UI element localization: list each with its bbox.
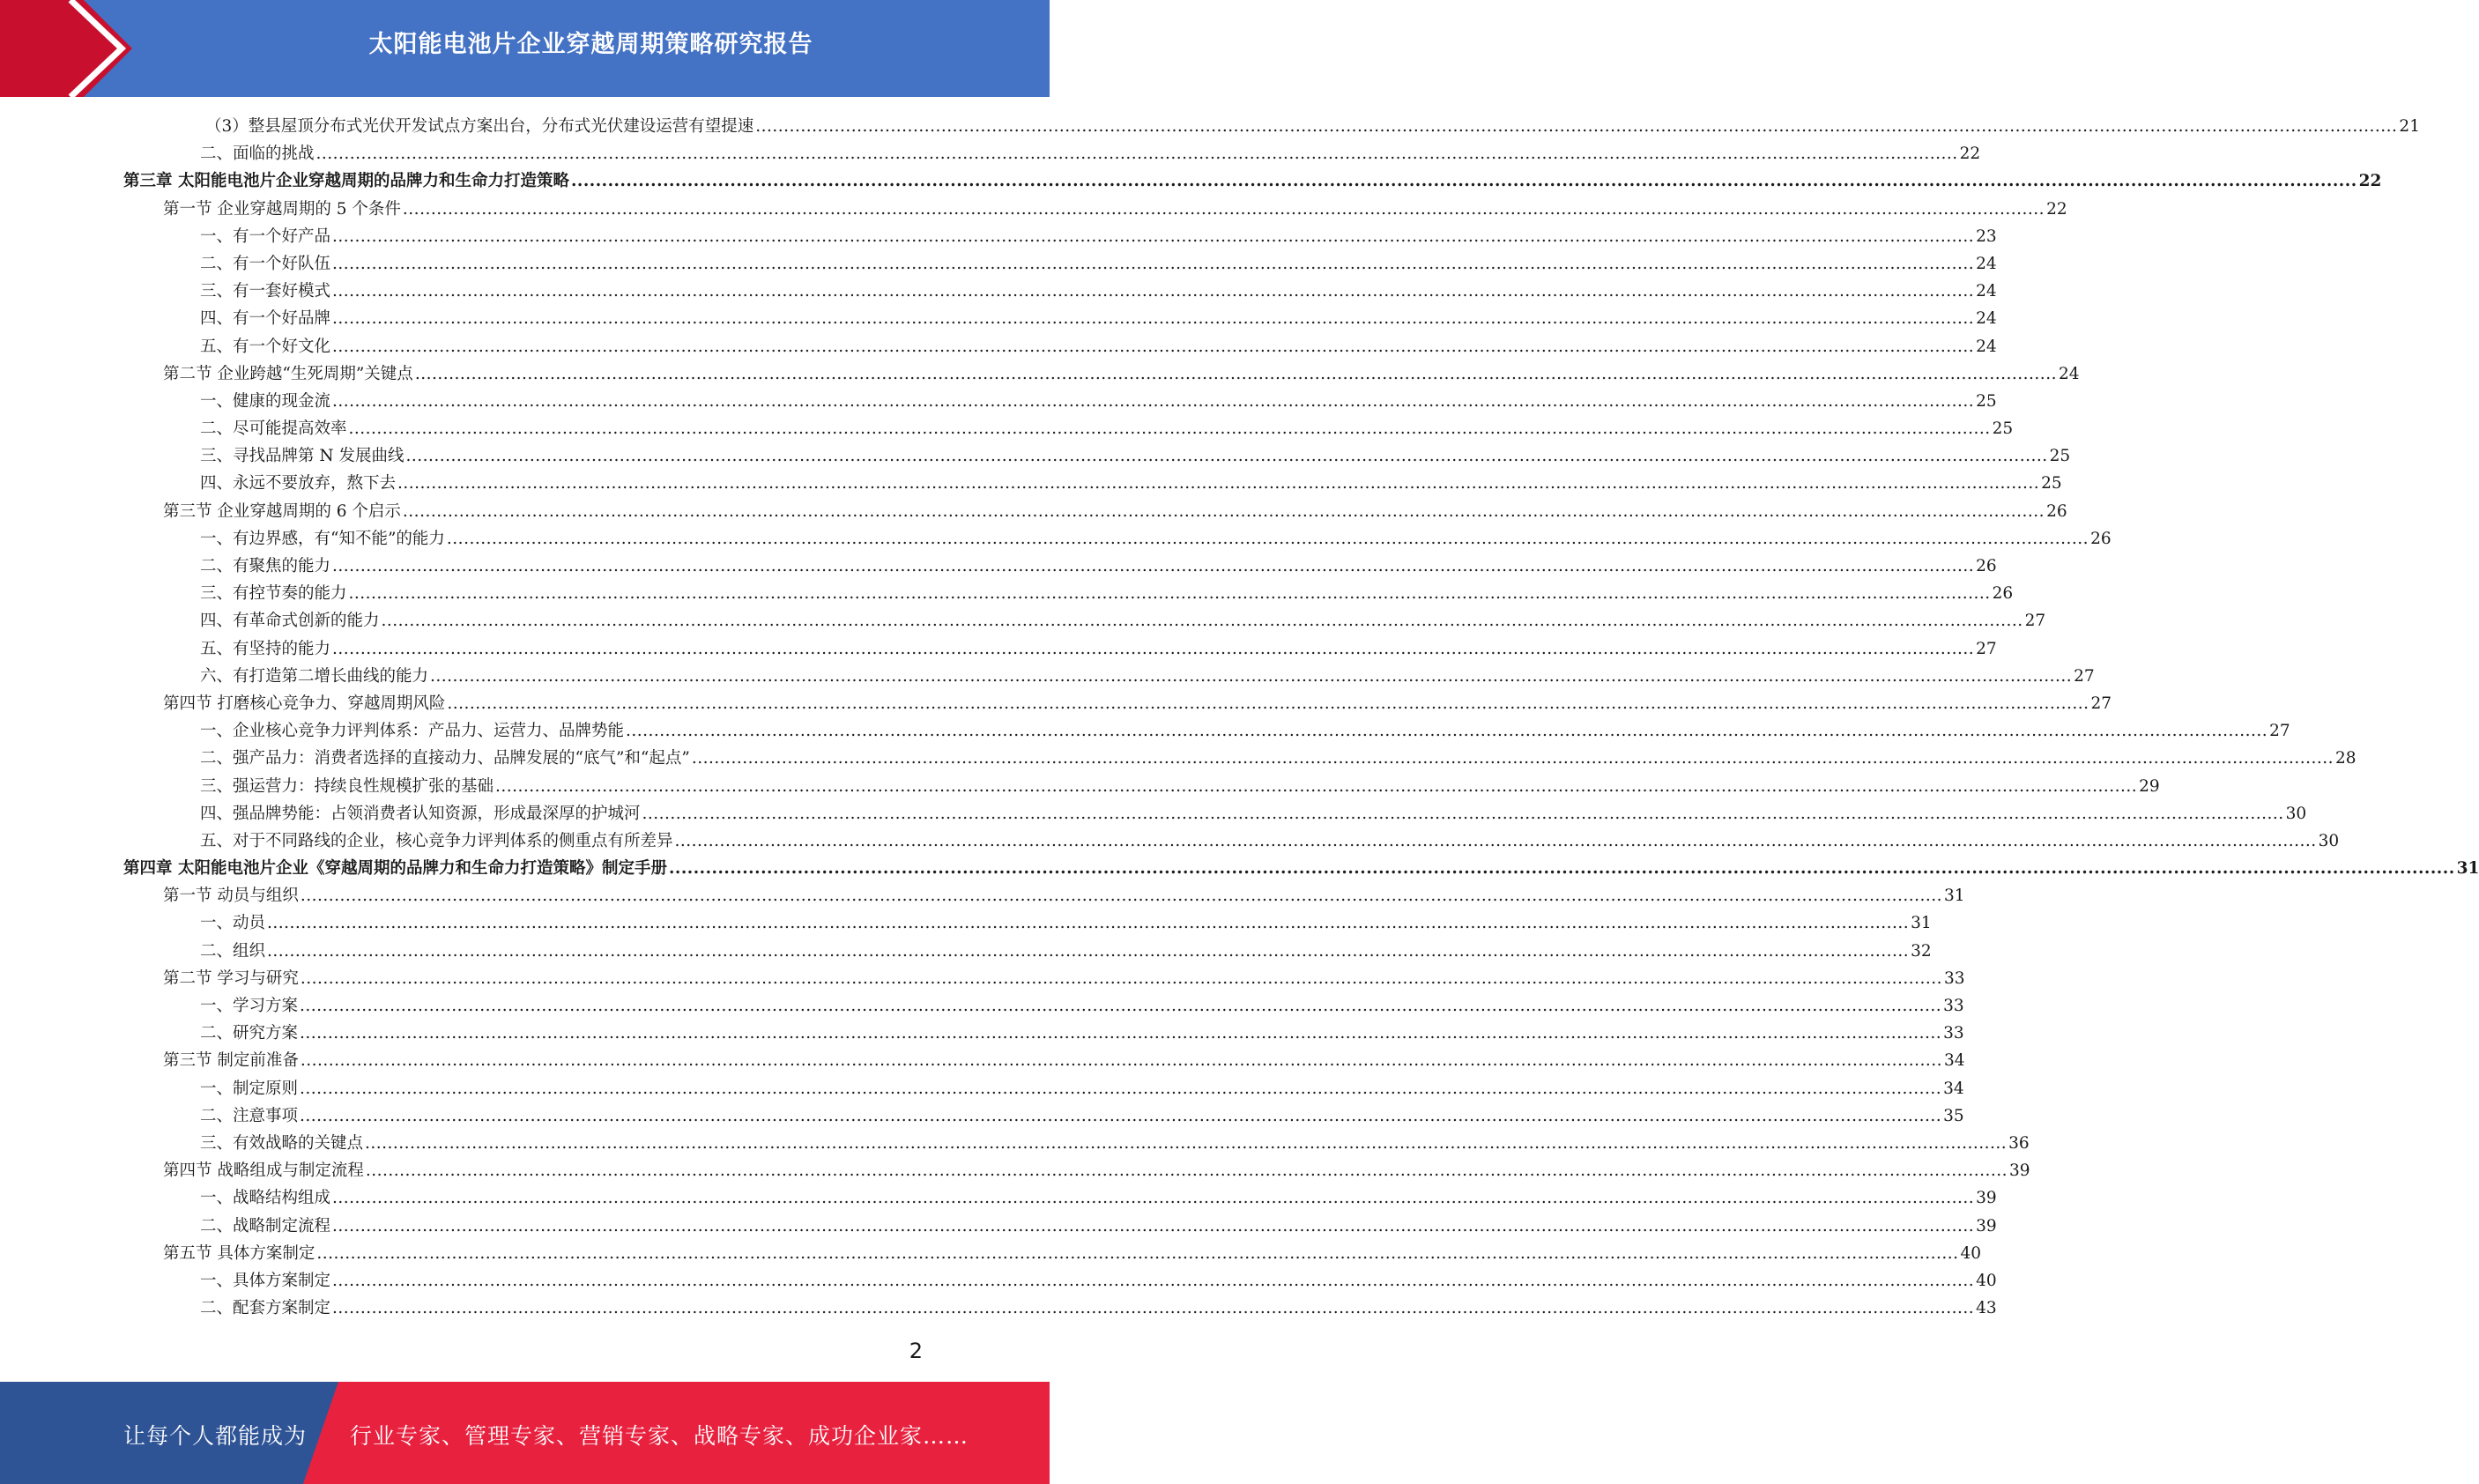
toc-entry-label: 三、有一套好模式 bbox=[200, 282, 331, 301]
toc-entry-label: 三、强运营力：持续良性规模扩张的基础 bbox=[200, 776, 494, 796]
toc-entry-label: 一、战略结构组成 bbox=[200, 1189, 331, 1208]
toc-entry[interactable] bbox=[123, 250, 1997, 278]
toc-entry-page: 26 bbox=[2046, 501, 2067, 521]
toc-entry-label: 第二节 企业跨越“生死周期”关键点 bbox=[163, 364, 413, 383]
toc-dot-leader bbox=[447, 690, 2089, 717]
toc-dot-leader bbox=[366, 1157, 2008, 1184]
toc-entry-page: 22 bbox=[1959, 145, 1981, 164]
toc-entry[interactable] bbox=[123, 498, 2067, 525]
toc-entry-label: 一、健康的现金流 bbox=[200, 391, 331, 411]
toc-entry-label: 二、组织 bbox=[200, 941, 266, 961]
toc-entry[interactable] bbox=[123, 635, 1997, 663]
toc-entry-page: 34 bbox=[1943, 1079, 1964, 1098]
toc-entry-label: 二、尽可能提高效率 bbox=[200, 419, 347, 439]
toc-entry-page: 34 bbox=[1944, 1051, 1965, 1071]
toc-dot-leader bbox=[495, 773, 2137, 800]
toc-entry-page: 28 bbox=[2334, 749, 2357, 768]
report-title: 太阳能电池片企业穿越周期策略研究报告 bbox=[368, 31, 813, 58]
toc-entry-label: 一、学习方案 bbox=[200, 997, 299, 1015]
toc-entry-page: 25 bbox=[2041, 474, 2062, 493]
toc-entry-page: 27 bbox=[2269, 722, 2290, 741]
toc-entry-label: 二、有聚焦的能力 bbox=[200, 557, 331, 575]
toc-dot-leader bbox=[397, 470, 2039, 497]
toc-entry-label: 三、有效战略的关键点 bbox=[200, 1133, 364, 1153]
toc-entry-page: 27 bbox=[1976, 639, 1997, 658]
toc-entry-label: 六、有打造第二增长曲线的能力 bbox=[200, 666, 429, 686]
toc-dot-leader bbox=[332, 278, 1974, 305]
toc-entry[interactable] bbox=[123, 1130, 2030, 1157]
toc-entry-page: 25 bbox=[1976, 391, 1997, 411]
toc-entry-label: 五、有一个好文化 bbox=[200, 337, 331, 356]
toc-entry[interactable] bbox=[123, 223, 1997, 250]
toc-entry[interactable] bbox=[123, 1047, 1965, 1074]
toc-entry[interactable] bbox=[123, 442, 2071, 470]
toc-entry[interactable] bbox=[123, 938, 1932, 965]
toc-entry-page: 31 bbox=[1944, 887, 1965, 906]
toc-entry-page: 36 bbox=[2008, 1133, 2030, 1153]
toc-entry[interactable] bbox=[123, 278, 1997, 305]
toc-entry[interactable] bbox=[123, 415, 2014, 442]
toc-entry[interactable] bbox=[123, 1240, 1982, 1267]
toc-dot-leader bbox=[626, 717, 2267, 745]
toc-entry[interactable] bbox=[123, 663, 2095, 690]
toc-entry-label: 三、有控节奏的能力 bbox=[200, 584, 347, 604]
toc-entry-label: 四、永远不要放弃，熬下去 bbox=[200, 474, 397, 493]
toc-entry-label: 第五节 具体方案制定 bbox=[163, 1243, 315, 1263]
toc-entry-page: 24 bbox=[2058, 364, 2080, 383]
toc-dot-leader bbox=[267, 909, 1909, 937]
toc-entry-page: 25 bbox=[1992, 419, 2014, 439]
toc-entry[interactable] bbox=[123, 305, 1997, 332]
toc-entry-label: 二、有一个好队伍 bbox=[200, 254, 331, 273]
toc-entry-page: 30 bbox=[2318, 831, 2340, 850]
toc-dot-leader bbox=[332, 333, 1974, 360]
toc-entry-page: 33 bbox=[1943, 1024, 1964, 1043]
toc-entry-page: 40 bbox=[1960, 1243, 1982, 1263]
toc-entry-page: 22 bbox=[2358, 172, 2382, 191]
toc-entry-label: 第四章 太阳能电池片企业《穿越周期的品牌力和生命力打造策略》制定手册 bbox=[123, 859, 667, 879]
header-chevron-decoration bbox=[0, 0, 141, 97]
table-of-contents bbox=[123, 113, 2479, 1322]
toc-dot-leader bbox=[332, 553, 1974, 580]
toc-dot-leader bbox=[415, 360, 2057, 388]
toc-dot-leader bbox=[300, 1020, 1941, 1047]
toc-dot-leader bbox=[316, 140, 1958, 167]
toc-entry-page: 22 bbox=[2046, 199, 2067, 219]
toc-entry-page: 27 bbox=[2090, 694, 2112, 713]
toc-entry-page: 33 bbox=[1944, 968, 1965, 988]
toc-dot-leader bbox=[692, 745, 2334, 772]
toc-entry[interactable] bbox=[123, 1102, 1964, 1130]
toc-dot-leader bbox=[405, 442, 2047, 470]
toc-entry[interactable] bbox=[123, 196, 2067, 223]
toc-entry-label: 一、有边界感，有“知不能”的能力 bbox=[200, 529, 445, 548]
toc-entry-page: 43 bbox=[1976, 1299, 1997, 1318]
toc-entry-label: 四、有一个好品牌 bbox=[200, 309, 331, 329]
toc-entry-label: 二、注意事项 bbox=[200, 1106, 299, 1125]
toc-entry-label: 第四节 打磨核心竞争力、穿越周期风险 bbox=[163, 694, 446, 713]
toc-entry[interactable] bbox=[123, 992, 1964, 1020]
toc-entry-label: 四、强品牌势能：占领消费者认知资源，形成最深厚的护城河 bbox=[200, 804, 641, 823]
toc-entry[interactable] bbox=[123, 360, 2080, 388]
toc-dot-leader bbox=[301, 1047, 1942, 1074]
toc-entry[interactable] bbox=[123, 1020, 1964, 1047]
toc-dot-leader bbox=[755, 113, 2397, 140]
page-header bbox=[0, 0, 1050, 97]
toc-dot-leader bbox=[349, 415, 1991, 442]
toc-dot-leader bbox=[447, 525, 2089, 553]
toc-entry-page: 25 bbox=[2049, 447, 2071, 466]
footer-slogan-left: 让每个人都能成为 bbox=[123, 1423, 308, 1449]
toc-entry-label: 第二节 学习与研究 bbox=[163, 968, 299, 988]
toc-entry[interactable] bbox=[123, 800, 2307, 827]
toc-entry[interactable] bbox=[123, 140, 1981, 167]
toc-entry-label: 二、研究方案 bbox=[200, 1024, 299, 1043]
toc-entry-label: 一、制定原则 bbox=[200, 1079, 299, 1098]
toc-dot-leader bbox=[316, 1240, 1958, 1267]
toc-dot-leader bbox=[300, 1075, 1941, 1102]
toc-entry-label: 第四节 战略组成与制定流程 bbox=[163, 1161, 364, 1181]
toc-dot-leader bbox=[349, 580, 1991, 607]
toc-dot-leader bbox=[332, 250, 1974, 278]
toc-entry[interactable] bbox=[123, 525, 2112, 553]
toc-dot-leader bbox=[332, 223, 1974, 250]
toc-entry-page: 39 bbox=[1976, 1189, 1997, 1208]
footer-slogan-right: 行业专家、管理专家、营销专家、战略专家、成功企业家…… bbox=[350, 1423, 969, 1449]
toc-entry-page: 39 bbox=[1976, 1216, 1997, 1235]
toc-dot-leader bbox=[267, 938, 1909, 965]
toc-entry[interactable] bbox=[123, 113, 2420, 140]
toc-entry[interactable] bbox=[123, 827, 2340, 855]
toc-entry-label: 一、具体方案制定 bbox=[200, 1271, 331, 1290]
toc-dot-leader bbox=[300, 1102, 1941, 1130]
toc-entry[interactable] bbox=[123, 965, 1965, 992]
toc-entry[interactable] bbox=[123, 1184, 1997, 1212]
toc-dot-leader bbox=[669, 855, 2455, 882]
toc-dot-leader bbox=[301, 882, 1942, 909]
toc-entry[interactable] bbox=[123, 388, 1997, 415]
toc-entry[interactable] bbox=[123, 1295, 1997, 1322]
toc-entry[interactable] bbox=[123, 470, 2062, 497]
toc-dot-leader bbox=[332, 635, 1974, 663]
toc-entry[interactable] bbox=[123, 1213, 1997, 1240]
toc-entry-page: 27 bbox=[2074, 666, 2095, 686]
toc-entry[interactable] bbox=[123, 773, 2160, 800]
toc-entry[interactable] bbox=[123, 1075, 1964, 1102]
toc-entry-page: 40 bbox=[1976, 1271, 1997, 1290]
toc-entry-page: 27 bbox=[2024, 612, 2046, 631]
toc-entry-label: 一、企业核心竞争力评判体系：产品力、运营力、品牌势能 bbox=[200, 722, 625, 741]
toc-entry[interactable] bbox=[123, 717, 2290, 745]
toc-entry-page: 24 bbox=[1976, 337, 1997, 356]
toc-dot-leader bbox=[332, 388, 1974, 415]
toc-entry-page: 31 bbox=[1911, 914, 1932, 933]
toc-entry-page: 26 bbox=[2090, 529, 2112, 548]
toc-dot-leader bbox=[430, 663, 2072, 690]
toc-dot-leader bbox=[301, 965, 1942, 992]
page-number: 2 bbox=[909, 1339, 923, 1363]
toc-entry-label: 三、寻找品牌第 N 发展曲线 bbox=[200, 447, 405, 466]
toc-dot-leader bbox=[642, 800, 2284, 827]
toc-entry[interactable] bbox=[123, 580, 2014, 607]
toc-entry-page: 24 bbox=[1976, 309, 1997, 329]
toc-entry-page: 33 bbox=[1943, 997, 1964, 1015]
toc-dot-leader bbox=[571, 167, 2357, 195]
toc-entry-page: 31 bbox=[2456, 859, 2479, 879]
toc-entry[interactable] bbox=[123, 607, 2046, 634]
toc-entry-label: 二、强产品力：消费者选择的直接动力、品牌发展的“底气”和“起点” bbox=[200, 749, 690, 768]
toc-dot-leader bbox=[403, 196, 2045, 223]
toc-entry-label: 第三章 太阳能电池片企业穿越周期的品牌力和生命力打造策略 bbox=[123, 172, 569, 191]
toc-dot-leader bbox=[332, 1184, 1974, 1212]
toc-entry-label: 二、配套方案制定 bbox=[200, 1299, 331, 1318]
toc-entry[interactable] bbox=[123, 167, 2382, 195]
toc-entry[interactable] bbox=[123, 1267, 1997, 1295]
toc-dot-leader bbox=[675, 827, 2317, 855]
toc-entry-label: 四、有革命式创新的能力 bbox=[200, 612, 380, 631]
toc-dot-leader bbox=[332, 1213, 1974, 1240]
toc-entry-page: 21 bbox=[2399, 117, 2420, 136]
toc-entry[interactable] bbox=[123, 333, 1997, 360]
toc-dot-leader bbox=[332, 1295, 1974, 1322]
toc-entry-label: 一、有一个好产品 bbox=[200, 226, 331, 246]
toc-entry-label: 一、动员 bbox=[200, 914, 266, 933]
toc-dot-leader bbox=[332, 1267, 1974, 1295]
toc-entry-page: 23 bbox=[1976, 226, 1997, 246]
toc-entry-label: 第一节 企业穿越周期的 5 个条件 bbox=[163, 199, 401, 219]
toc-entry[interactable] bbox=[123, 909, 1932, 937]
toc-entry-label: 二、面临的挑战 bbox=[200, 145, 315, 164]
toc-entry[interactable] bbox=[123, 855, 2479, 882]
toc-dot-leader bbox=[365, 1130, 2007, 1157]
toc-entry-page: 29 bbox=[2139, 776, 2160, 796]
toc-entry-label: （3）整县屋顶分布式光伏开发试点方案出台，分布式光伏建设运营有望提速 bbox=[205, 117, 754, 136]
toc-entry[interactable] bbox=[123, 690, 2112, 717]
toc-entry-page: 35 bbox=[1943, 1106, 1964, 1125]
toc-entry[interactable] bbox=[123, 882, 1965, 909]
toc-entry-label: 二、战略制定流程 bbox=[200, 1216, 331, 1235]
toc-entry-page: 24 bbox=[1976, 254, 1997, 273]
toc-entry-page: 26 bbox=[1992, 584, 2014, 604]
toc-entry[interactable] bbox=[123, 553, 1997, 580]
toc-entry-label: 五、对于不同路线的企业，核心竞争力评判体系的侧重点有所差异 bbox=[200, 831, 673, 850]
toc-entry-page: 24 bbox=[1976, 282, 1997, 301]
toc-dot-leader bbox=[300, 992, 1941, 1020]
toc-dot-leader bbox=[403, 498, 2045, 525]
toc-entry[interactable] bbox=[123, 1157, 2030, 1184]
toc-dot-leader bbox=[382, 607, 2023, 634]
toc-entry-label: 第三节 企业穿越周期的 6 个启示 bbox=[163, 501, 401, 521]
page-footer bbox=[0, 1382, 1050, 1484]
toc-entry-page: 39 bbox=[2009, 1161, 2030, 1181]
toc-entry-page: 30 bbox=[2285, 804, 2307, 823]
toc-entry[interactable] bbox=[123, 745, 2357, 772]
toc-dot-leader bbox=[332, 305, 1974, 332]
toc-entry-page: 32 bbox=[1911, 941, 1932, 961]
toc-entry-label: 五、有坚持的能力 bbox=[200, 639, 331, 658]
toc-entry-label: 第三节 制定前准备 bbox=[163, 1051, 299, 1071]
toc-entry-page: 26 bbox=[1976, 557, 1997, 575]
toc-entry-label: 第一节 动员与组织 bbox=[163, 887, 299, 906]
